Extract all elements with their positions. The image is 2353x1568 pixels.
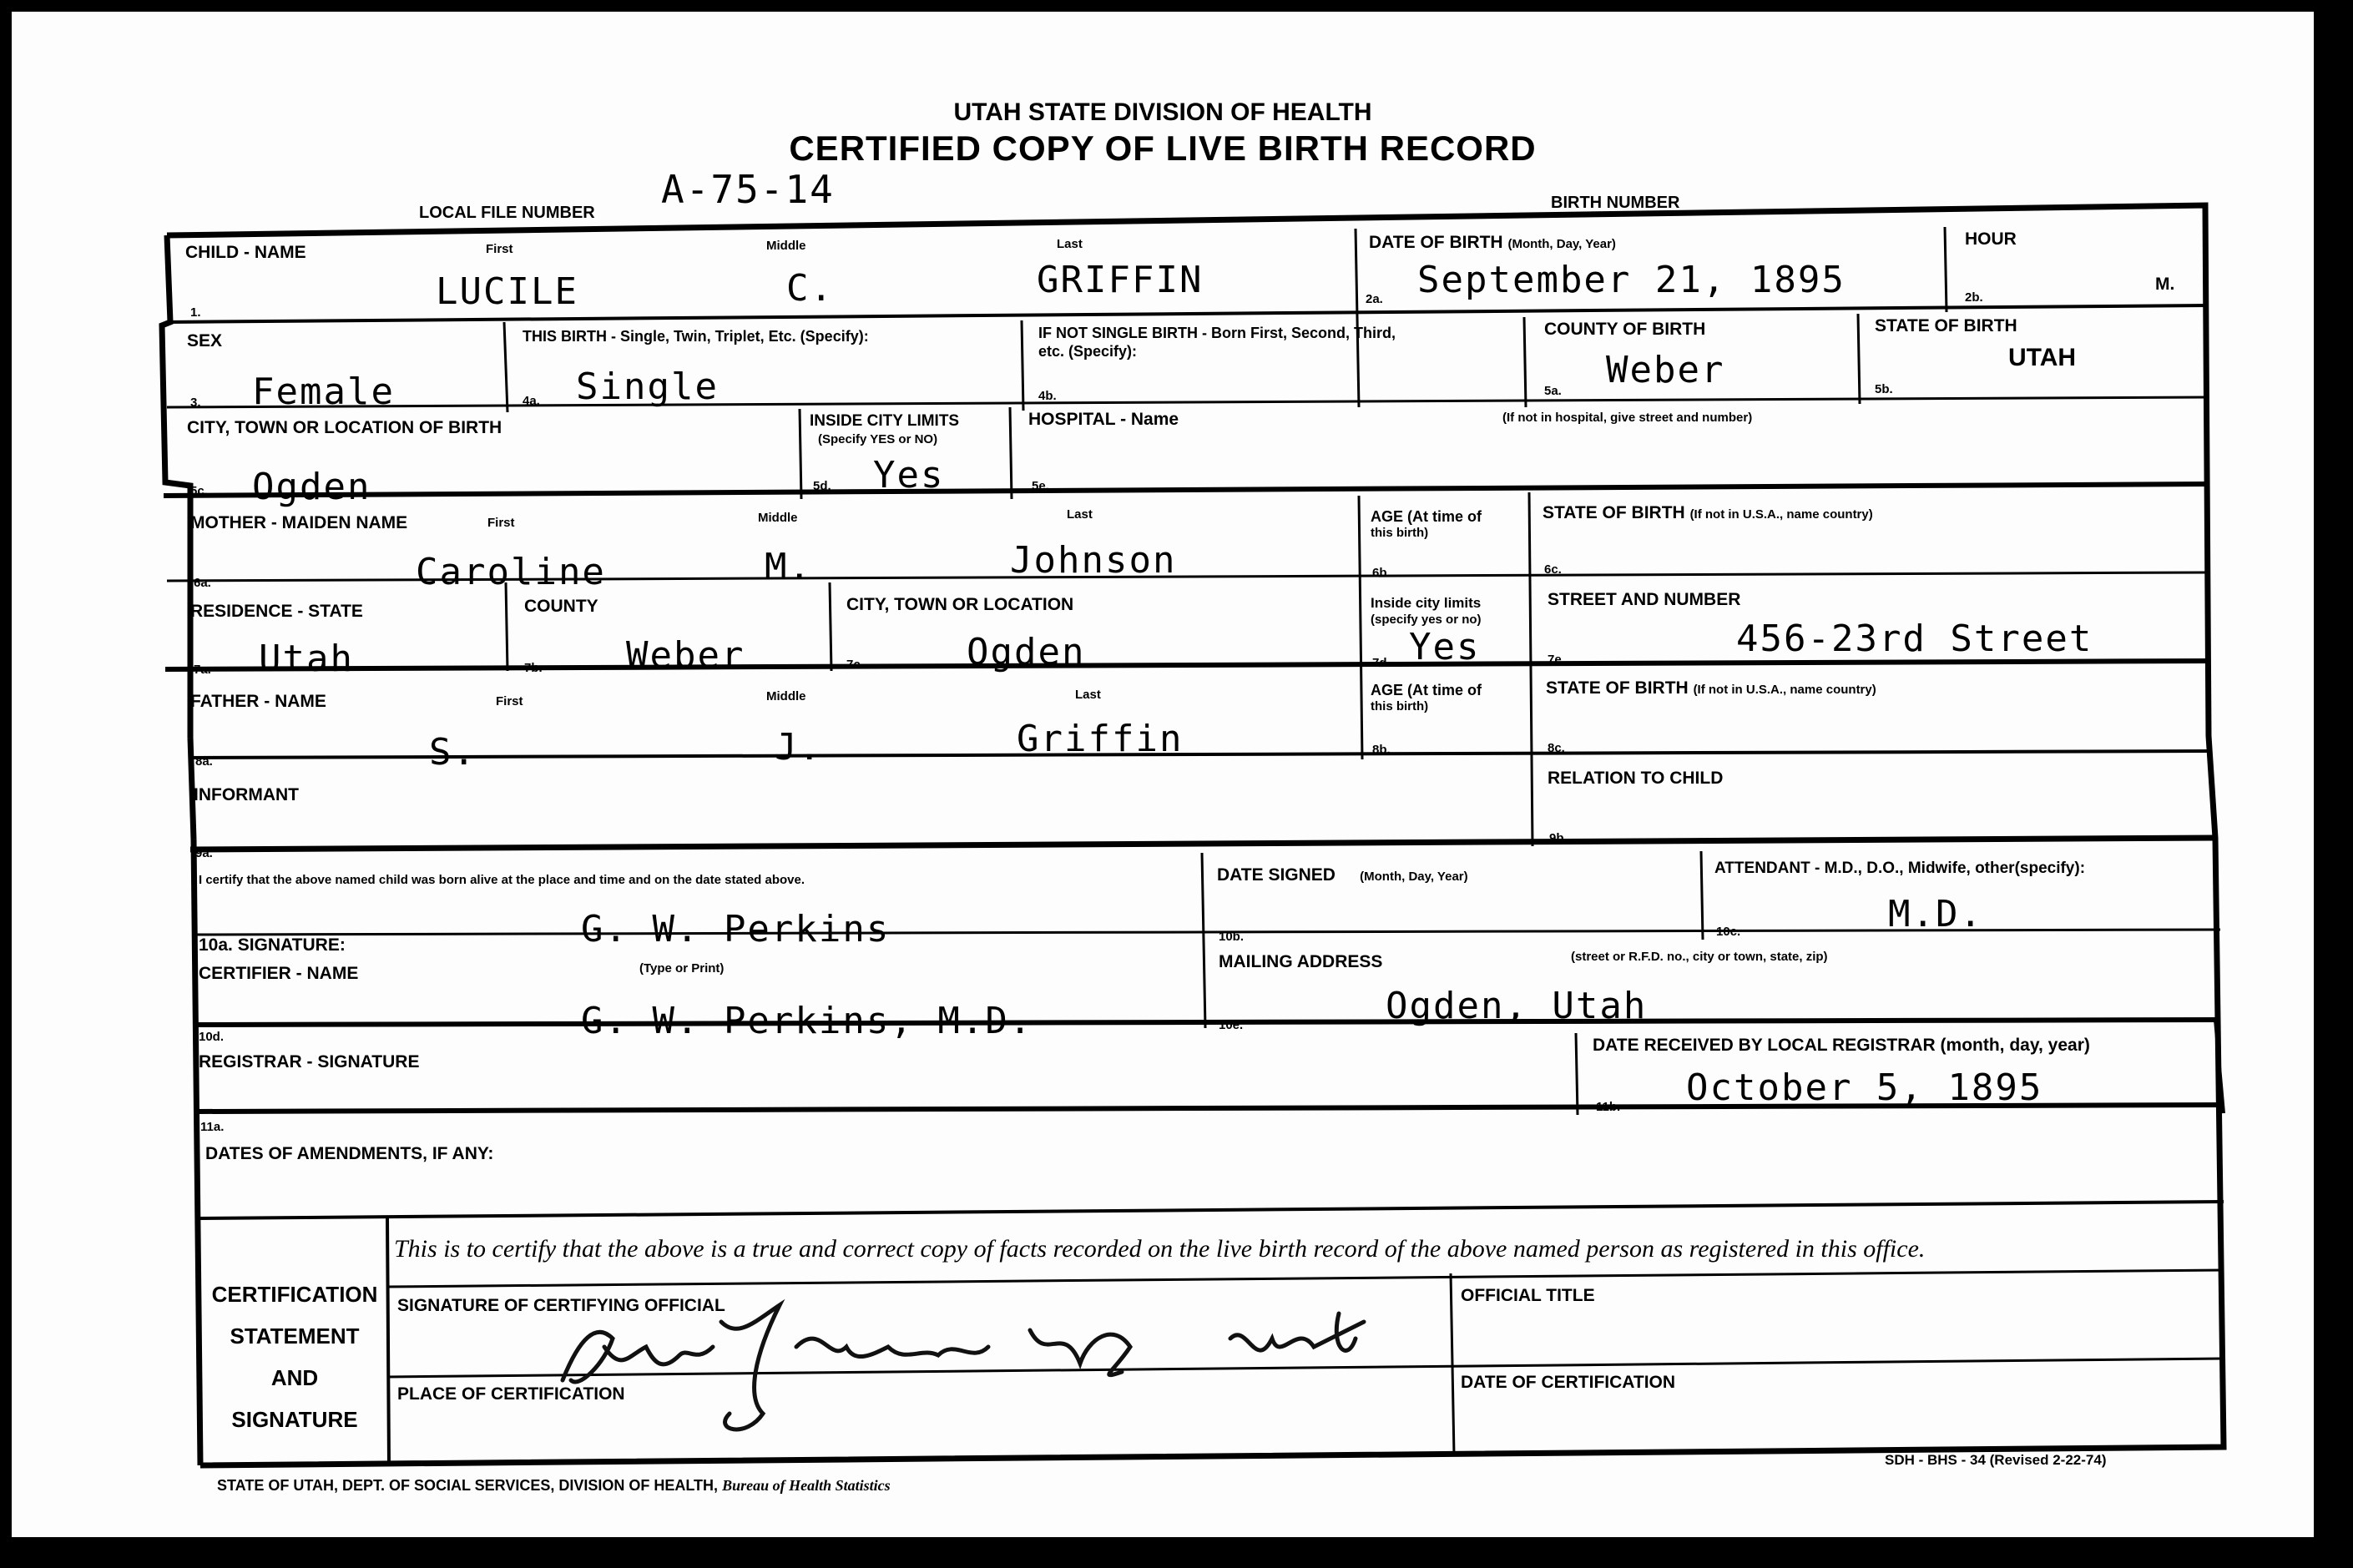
sex-value: Female xyxy=(252,371,395,413)
field-number-9a: 9a. xyxy=(195,846,213,860)
city-of-birth-label: CITY, TOWN OR LOCATION OF BIRTH xyxy=(187,418,502,437)
county-of-birth: Weber xyxy=(1606,349,1725,391)
father-state-of-birth-label: STATE OF BIRTH (If not in U.S.A., name country) xyxy=(1546,678,1876,698)
certification-side-heading xyxy=(202,1273,387,1440)
date-received: October 5, 1895 xyxy=(1686,1066,2043,1109)
field-number-5c: 5c. xyxy=(190,484,208,498)
field-number-8b: 8b. xyxy=(1372,743,1391,757)
child-middle-name: C. xyxy=(786,267,834,310)
field-number-10c: 10c. xyxy=(1716,925,1741,939)
mother-middle-label: Middle xyxy=(758,511,798,525)
certifier-name-label: CERTIFIER - NAME xyxy=(199,964,359,983)
field-number-5d: 5d. xyxy=(813,479,831,493)
registrar-signature-label: REGISTRAR - SIGNATURE xyxy=(199,1052,420,1071)
field-number-2b: 2b. xyxy=(1965,290,1983,305)
field-number-5b: 5b. xyxy=(1875,382,1893,396)
birth-number-label: BIRTH NUMBER xyxy=(1551,194,1680,212)
hospital-label: HOSPITAL - Name xyxy=(1028,410,1179,429)
mother-first-name: Caroline xyxy=(416,551,606,593)
signature-label: 10a. SIGNATURE: xyxy=(199,935,346,955)
inside-city-limits: Yes xyxy=(873,454,945,497)
date-received-label: DATE RECEIVED BY LOCAL REGISTRAR (month, day, year) xyxy=(1593,1036,2090,1055)
date-signed-label: DATE SIGNED (Month, Day, Year) xyxy=(1217,865,1468,885)
official-title-label: OFFICIAL TITLE xyxy=(1461,1286,1595,1305)
residence-inside-label: Inside city limits xyxy=(1371,595,1482,611)
field-number-4b: 4b. xyxy=(1038,389,1057,403)
child-name-label: CHILD - NAME xyxy=(185,243,306,262)
mother-state-of-birth-label: STATE OF BIRTH (If not in U.S.A., name country) xyxy=(1543,503,1873,522)
field-number-8a: 8a. xyxy=(195,754,213,769)
state-of-birth-label: STATE OF BIRTH xyxy=(1875,316,2017,335)
field-number-2a: 2a. xyxy=(1366,292,1383,306)
certification-side-line-3: AND xyxy=(270,1365,319,1390)
this-birth-value: Single xyxy=(576,366,719,408)
child-first-name: LUCILE xyxy=(436,270,578,313)
father-first-name: S. xyxy=(429,731,477,774)
not-single-label-2: etc. (Specify): xyxy=(1038,343,1138,360)
footer-form-number: SDH - BHS - 34 (Revised 2-22-74) xyxy=(1885,1452,2107,1468)
relation-label: RELATION TO CHILD xyxy=(1548,769,1724,788)
field-number-6a: 6a. xyxy=(194,576,211,590)
field-number-6c: 6c. xyxy=(1544,562,1562,577)
child-first-label: First xyxy=(486,242,513,256)
father-last-name: Griffin xyxy=(1017,718,1184,760)
child-middle-label: Middle xyxy=(766,239,806,253)
father-age-label: AGE (At time of xyxy=(1371,682,1482,698)
state-of-birth: UTAH xyxy=(2008,344,2077,371)
certifier-signature: G. W. Perkins xyxy=(581,908,891,950)
certification-side-line-2: STATEMENT xyxy=(230,1323,360,1349)
field-number-3: 3. xyxy=(190,396,201,410)
date-of-certification-label: DATE OF CERTIFICATION xyxy=(1461,1373,1676,1392)
field-number-7d: 7d. xyxy=(1372,656,1391,670)
mother-middle-name: M. xyxy=(765,546,812,588)
mother-name-label: MOTHER - MAIDEN NAME xyxy=(190,513,408,532)
residence-county-label: COUNTY xyxy=(524,597,598,616)
father-name-label: FATHER - NAME xyxy=(190,692,326,711)
field-number-8c: 8c. xyxy=(1548,741,1565,755)
residence-inside-label-2: (specify yes or no) xyxy=(1371,613,1482,627)
local-file-number: A-75-14 xyxy=(661,167,835,212)
document-title: CERTIFIED COPY OF LIVE BIRTH RECORD xyxy=(789,129,1537,168)
not-single-label: IF NOT SINGLE BIRTH - Born First, Second, Third, xyxy=(1038,325,1396,341)
birth-record-page xyxy=(12,12,2314,1537)
residence-county: Weber xyxy=(626,634,745,677)
field-number-1: 1. xyxy=(190,305,201,320)
amendments-label: DATES OF AMENDMENTS, IF ANY: xyxy=(205,1144,494,1163)
hour-label: HOUR xyxy=(1965,229,2017,249)
this-birth-label: THIS BIRTH - Single, Twin, Triplet, Etc. (Specify): xyxy=(523,328,869,345)
mother-age-label-2: this birth) xyxy=(1371,526,1429,540)
certification-side-line-1: CERTIFICATION xyxy=(211,1282,378,1307)
place-of-certification-label: PLACE OF CERTIFICATION xyxy=(397,1384,625,1404)
mailing-address-sub: (street or R.F.D. no., city or town, state, zip) xyxy=(1571,950,1828,964)
residence-inside-city-limits: Yes xyxy=(1409,626,1481,668)
field-number-9b: 9b. xyxy=(1549,831,1568,845)
field-number-5e: 5e. xyxy=(1032,479,1049,493)
sex-label: SEX xyxy=(187,331,223,350)
certification-side-line-4: SIGNATURE xyxy=(231,1407,358,1432)
field-number-6b: 6b. xyxy=(1372,566,1391,580)
certifier-statement: I certify that the above named child was born alive at the place and time and on the date stated above. xyxy=(199,873,805,887)
informant-label: INFORMANT xyxy=(194,785,299,804)
county-of-birth-label: COUNTY OF BIRTH xyxy=(1544,320,1706,339)
street-number-label: STREET AND NUMBER xyxy=(1548,590,1741,609)
residence-state-label: RESIDENCE - STATE xyxy=(190,602,363,621)
field-number-10d: 10d. xyxy=(199,1030,225,1044)
mother-age-label: AGE (At time of xyxy=(1371,508,1482,525)
certification-statement: This is to certify that the above is a true and correct copy of facts recorded on the live birth record of the above named person as registered in this office. xyxy=(394,1235,1926,1263)
field-number-10e: 10e. xyxy=(1219,1018,1244,1032)
mother-first-label: First xyxy=(487,516,515,530)
city-of-birth: Ogden xyxy=(252,466,371,508)
certifying-official-signature-label: SIGNATURE OF CERTIFYING OFFICIAL xyxy=(397,1296,725,1315)
field-number-4a: 4a. xyxy=(523,394,540,408)
mailing-address-label: MAILING ADDRESS xyxy=(1219,952,1383,971)
field-number-7b: 7b. xyxy=(524,661,543,675)
field-number-7e: 7e. xyxy=(1548,653,1565,667)
field-number-5a: 5a. xyxy=(1544,384,1562,398)
attendant-label: ATTENDANT - M.D., D.O., Midwife, other(specify): xyxy=(1714,860,2086,877)
footer-agency: STATE OF UTAH, DEPT. OF SOCIAL SERVICES, DIVISION OF HEALTH, Bureau of Health Statistics xyxy=(217,1477,891,1494)
residence-state: Utah xyxy=(259,638,354,680)
agency-heading: UTAH STATE DIVISION OF HEALTH xyxy=(953,98,1372,126)
field-number-7a: 7a. xyxy=(194,663,211,677)
child-last-name: GRIFFIN xyxy=(1037,259,1204,301)
father-middle-label: Middle xyxy=(766,689,806,703)
child-last-label: Last xyxy=(1057,237,1083,251)
field-number-7c: 7c. xyxy=(846,658,864,672)
mother-last-name: Johnson xyxy=(1010,539,1177,582)
date-of-birth: September 21, 1895 xyxy=(1417,259,1846,301)
certifier-name-sub: (Type or Print) xyxy=(639,961,725,976)
mailing-address: Ogden, Utah xyxy=(1386,985,1648,1027)
attendant-value: M.D. xyxy=(1888,893,1983,935)
hospital-sub: (If not in hospital, give street and number) xyxy=(1502,411,1753,425)
mother-last-label: Last xyxy=(1067,507,1093,522)
father-middle-name: J. xyxy=(775,726,822,769)
father-age-label-2: this birth) xyxy=(1371,699,1429,713)
dob-label: DATE OF BIRTH (Month, Day, Year) xyxy=(1369,233,1616,252)
official-signature-image xyxy=(546,1288,1422,1455)
residence-city-label: CITY, TOWN OR LOCATION xyxy=(846,595,1074,614)
certifier-name: G. W. Perkins, M.D. xyxy=(581,1000,1033,1042)
hour-meridian: M. xyxy=(2155,275,2175,294)
inside-city-limits-sub: (Specify YES or NO) xyxy=(818,432,938,446)
father-last-label: Last xyxy=(1075,688,1101,702)
field-number-10b: 10b. xyxy=(1219,930,1245,944)
local-file-number-label: LOCAL FILE NUMBER xyxy=(419,204,595,222)
father-first-label: First xyxy=(496,694,523,708)
residence-city: Ogden xyxy=(967,631,1086,673)
field-number-11a: 11a. xyxy=(200,1120,225,1134)
street-number: 456-23rd Street xyxy=(1736,618,2093,660)
field-number-11b: 11b. xyxy=(1596,1100,1621,1114)
inside-city-limits-label: INSIDE CITY LIMITS xyxy=(810,412,960,430)
